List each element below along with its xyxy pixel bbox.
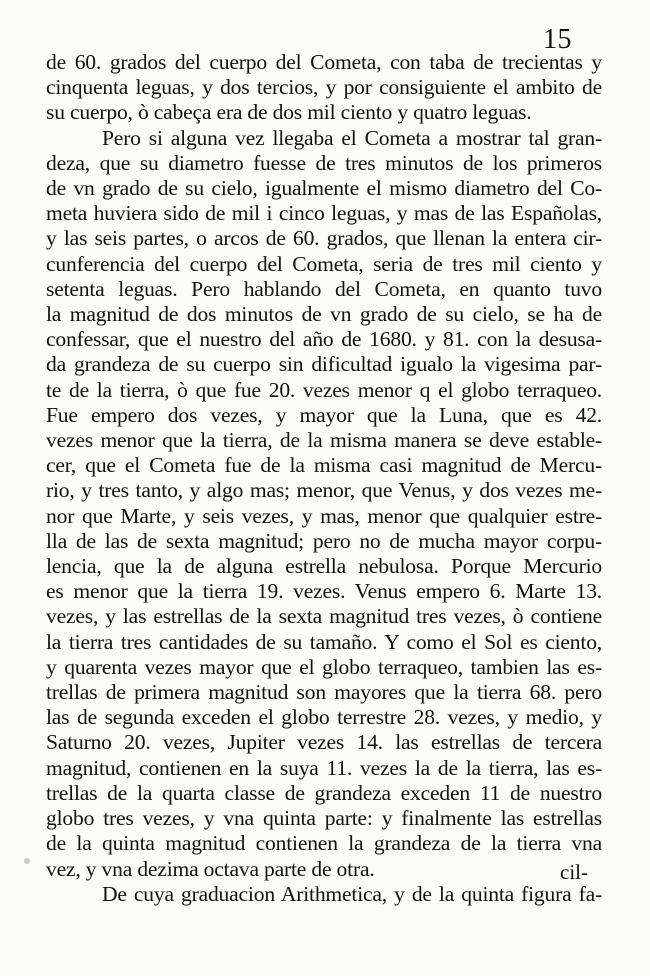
text-line: la tierra tres cantidades de su tamaño. Y como el Sol es ciento, — [46, 629, 602, 654]
text-line: su cuerpo, ò cabeça era de dos mil ciento y quatro leguas. — [46, 100, 532, 125]
text-line: confessar, que el nuestro del año de 1680. y 81. con la desusa- — [46, 327, 602, 352]
text-line: da grandeza de su cuerpo sin dificultad igualo la vigesima par- — [46, 352, 602, 377]
text-line: cer, que el Cometa fue de la misma casi magnitud de Mercu- — [46, 453, 602, 478]
text-line: vez, y vna dezima octava parte de otra. — [46, 856, 375, 881]
text-line: nor que Marte, y seis vezes, y mas, menor que qualquier estre- — [46, 503, 602, 528]
text-line: te de la tierra, ò que fue 20. vezes menor q el globo terraqueo. — [46, 377, 602, 402]
text-line: vezes, y las estrellas de la sexta magnitud tres vezes, ò contiene — [46, 604, 602, 629]
text-line: meta huviera sido de mil i cinco leguas, y mas de las Españolas, — [46, 201, 602, 226]
text-line: globo tres vezes, y vna quinta parte: y finalmente las estrellas — [46, 806, 602, 831]
text-line: cunferencia del cuerpo del Cometa, seria de tres mil ciento y — [46, 251, 602, 276]
text-line: Saturno 20. vezes, Jupiter vezes 14. las estrellas de tercera — [46, 730, 602, 755]
catchword: cil- — [560, 860, 588, 884]
text-line: de la quinta magnitud contienen la grandeza de la tierra vna — [46, 831, 602, 856]
text-line: De cuya graduacion Arithmetica, y de la quinta figura fa- — [102, 881, 602, 906]
text-line: de 60. grados del cuerpo del Cometa, con taba de trecientas y — [46, 50, 602, 74]
text-line: rio, y tres tanto, y algo mas; menor, que Venus, y dos vezes me- — [46, 478, 602, 503]
text-line: setenta leguas. Pero hablando del Cometa, en quanto tuvo — [46, 276, 602, 301]
text-line: y quarenta vezes mayor que el globo terraqueo, tambien las es- — [46, 654, 602, 679]
text-line: de vn grado de su cielo, igualmente el mismo diametro del Co- — [46, 176, 602, 201]
text-line: lla de las de sexta magnitud; pero no de mucha mayor corpu- — [46, 528, 602, 553]
text-line: las de segunda exceden el globo terrestre 28. vezes, y medio, y — [46, 705, 602, 730]
text-line: trellas de la quarta classe de grandeza exceden 11 de nuestro — [46, 780, 602, 805]
body-text — [46, 50, 602, 907]
text-line: es menor que la tierra 19. vezes. Venus empero 6. Marte 13. — [46, 579, 602, 604]
text-line: vezes menor que la tierra, de la misma manera se deve estable- — [46, 428, 602, 453]
text-line: y las seis partes, o arcos de 60. grados, que llenan la entera cir- — [46, 226, 602, 251]
text-line: Fue empero dos vezes, y mayor que la Luna, que es 42. — [46, 402, 602, 427]
page-number: 15 — [543, 24, 572, 55]
ink-spot — [24, 858, 30, 864]
text-line: lencia, que la de alguna estrella nebulosa. Porque Mercurio — [46, 554, 602, 579]
text-line: la magnitud de dos minutos de vn grado de su cielo, se ha de — [46, 302, 602, 327]
text-line: trellas de primera magnitud son mayores que la tierra 68. pero — [46, 680, 602, 705]
text-line: deza, que su diametro fuesse de tres minutos de los primeros — [46, 150, 602, 175]
text-line: magnitud, contienen en la suya 11. vezes la de la tierra, las es- — [46, 755, 602, 780]
text-line: cinquenta leguas, y dos tercios, y por consiguiente el ambito de — [46, 75, 602, 100]
text-line: Pero si alguna vez llegaba el Cometa a mostrar tal gran- — [102, 125, 602, 150]
